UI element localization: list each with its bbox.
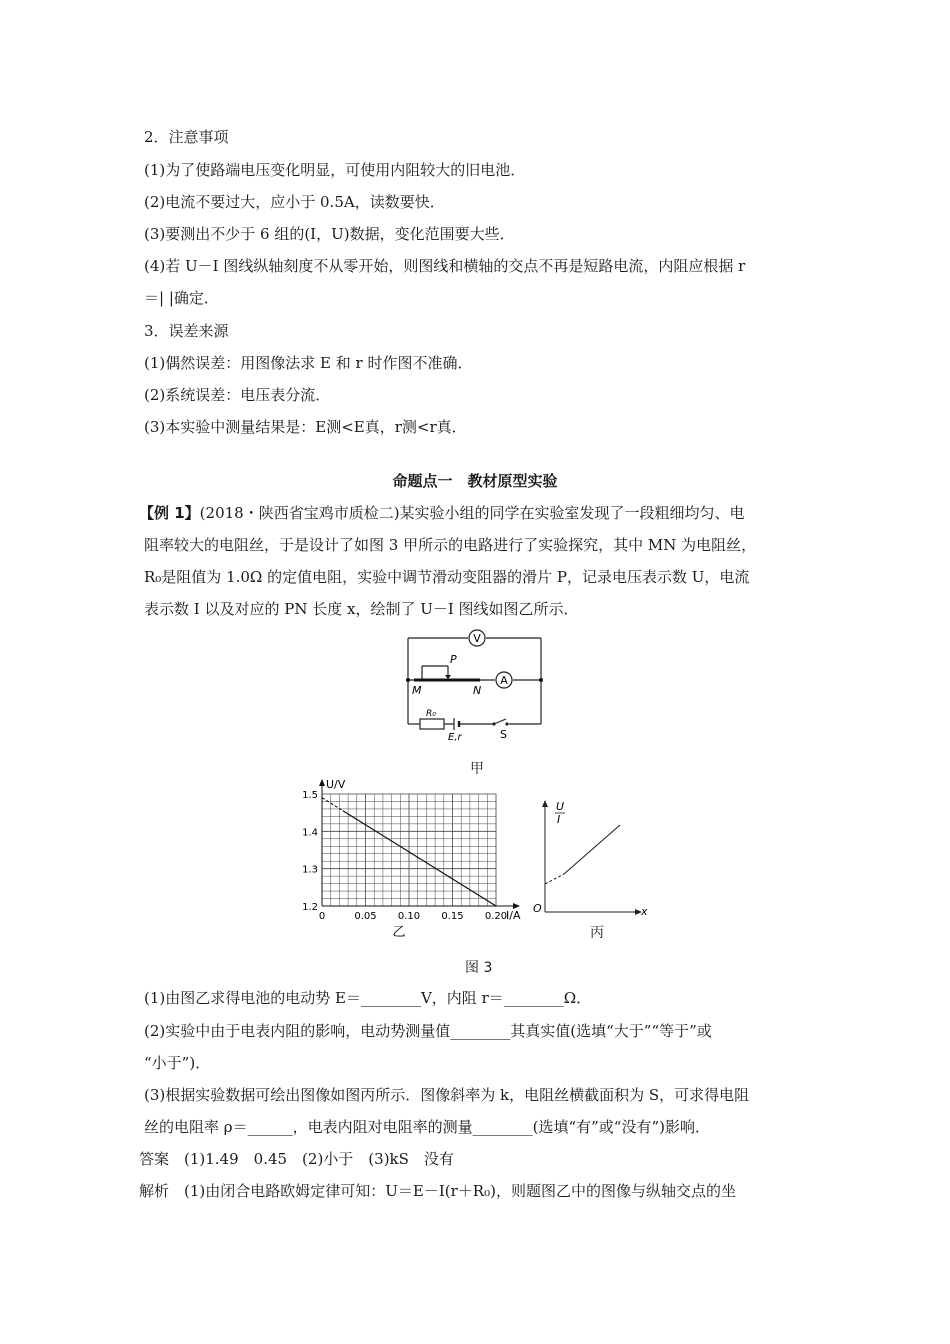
x-axis-label: x <box>641 905 648 918</box>
note-2: (2)电流不要过大，应小于 0.5A，读数要快． <box>144 193 445 211</box>
terminal-label-m: M <box>412 684 422 697</box>
x-axis-label: I/A <box>506 909 521 922</box>
error-heading: 3．误差来源 <box>144 322 229 340</box>
slider-label-p: P <box>450 653 457 666</box>
analysis-line: 解析 (1)由闭合电路欧姆定律可知：U＝E－I(r＋R₀)，则题图乙中的图像与纵轴交点的坐 <box>139 1182 736 1200</box>
y-axis-label: U/V <box>326 778 346 791</box>
error-2: (2)系统误差：电压表分流． <box>144 386 331 404</box>
resistor-r0-icon <box>420 719 444 729</box>
y-tick-label: 1.3 <box>302 864 318 876</box>
y-tick-label: 1.5 <box>302 790 318 801</box>
ammeter-label: A <box>500 674 508 687</box>
resistor-label: R₀ <box>426 709 436 719</box>
terminal-label-n: N <box>473 684 482 697</box>
error-3: (3)本实验中测量结果是：E测<E真，r测<r真． <box>144 418 467 436</box>
y-label-denominator: I <box>557 813 561 826</box>
chart-c-caption: 丙 <box>590 925 604 941</box>
origin-label: O <box>533 902 542 915</box>
notes-heading: 2．注意事项 <box>144 128 229 146</box>
x-tick-label: 0.15 <box>441 911 464 922</box>
y-axis-arrow <box>319 779 325 786</box>
question-3b: 丝的电阻率 ρ＝______，电表内阻对电阻率的测量________(选填“有”或“没有”)影响． <box>144 1118 710 1136</box>
y-label-numerator: U <box>556 800 565 813</box>
y-tick-label: 1.4 <box>302 827 318 839</box>
example-line-2: 阻率较大的电阻丝，于是设计了如图 3 甲所示的电路进行了实验探究，其中 MN 为电阻丝， <box>144 536 757 554</box>
answer-line: 答案 (1)1.49 0.45 (2)小于 (3)kS 没有 <box>139 1150 454 1168</box>
chart-u-i <box>290 776 530 942</box>
battery-label: E,r <box>448 732 462 743</box>
example-tag: 【例 1】 <box>139 504 200 522</box>
question-3a: (3)根据实验数据可绘出图像如图丙所示．图像斜率为 k，电阻丝横截面积为 S，可求得电阻 <box>144 1086 750 1104</box>
chart-b-caption: 乙 <box>392 925 406 940</box>
dashed-extension <box>545 874 564 884</box>
error-1: (1)偶然误差：用图像法求 E 和 r 时作图不准确． <box>144 354 473 372</box>
circuit-caption: 甲 <box>470 761 484 777</box>
voltmeter-label: V <box>473 632 481 645</box>
question-1: (1)由图乙求得电池的电动势 E＝________V，内阻 r＝________Ω． <box>144 989 592 1007</box>
example-line-3: R₀是阻值为 1.0Ω 的定值电阻，实验中调节滑动变阻器的滑片 P，记录电压表示数 U，电流 <box>144 568 750 586</box>
x-tick-label: 0.05 <box>354 911 377 922</box>
switch-label: S <box>500 728 507 741</box>
note-1: (1)为了使路端电压变化明显，可使用内阻较大的旧电池． <box>144 161 526 179</box>
x-tick-label: 0 <box>318 911 326 922</box>
example-line-1 <box>139 503 745 523</box>
graph-line <box>564 825 620 874</box>
circuit-diagram <box>400 628 550 743</box>
note-3: (3)要测出不少于 6 组的(I，U)数据，变化范围要大些． <box>144 225 515 243</box>
example-text-1: (2018・陕西省宝鸡市质检二)某实验小组的同学在实验室发现了一段粗细均匀、电 <box>199 504 745 522</box>
figure-caption: 图 3 <box>465 960 493 976</box>
chart-ui-x <box>528 790 658 935</box>
x-tick-label: 0.20 <box>484 911 508 922</box>
note-4a: (4)若 U－I 图线纵轴刻度不从零开始，则图线和横轴的交点不再是短路电流，内阻应根据 r <box>144 257 746 275</box>
example-line-4: 表示数 I 以及对应的 PN 长度 x，绘制了 U－I 图线如图乙所示． <box>144 600 579 618</box>
note-4b: ＝| |确定． <box>144 289 219 307</box>
x-tick-label: 0.10 <box>397 911 421 922</box>
section-title: 命题点一 教材原型实验 <box>392 472 558 490</box>
question-2b: “小于”)． <box>144 1054 211 1072</box>
question-2a: (2)实验中由于电表内阻的影响，电动势测量值________其真实值(选填“大于”“等于”或 <box>144 1022 712 1040</box>
y-tick-label: 1.2 <box>302 902 318 913</box>
